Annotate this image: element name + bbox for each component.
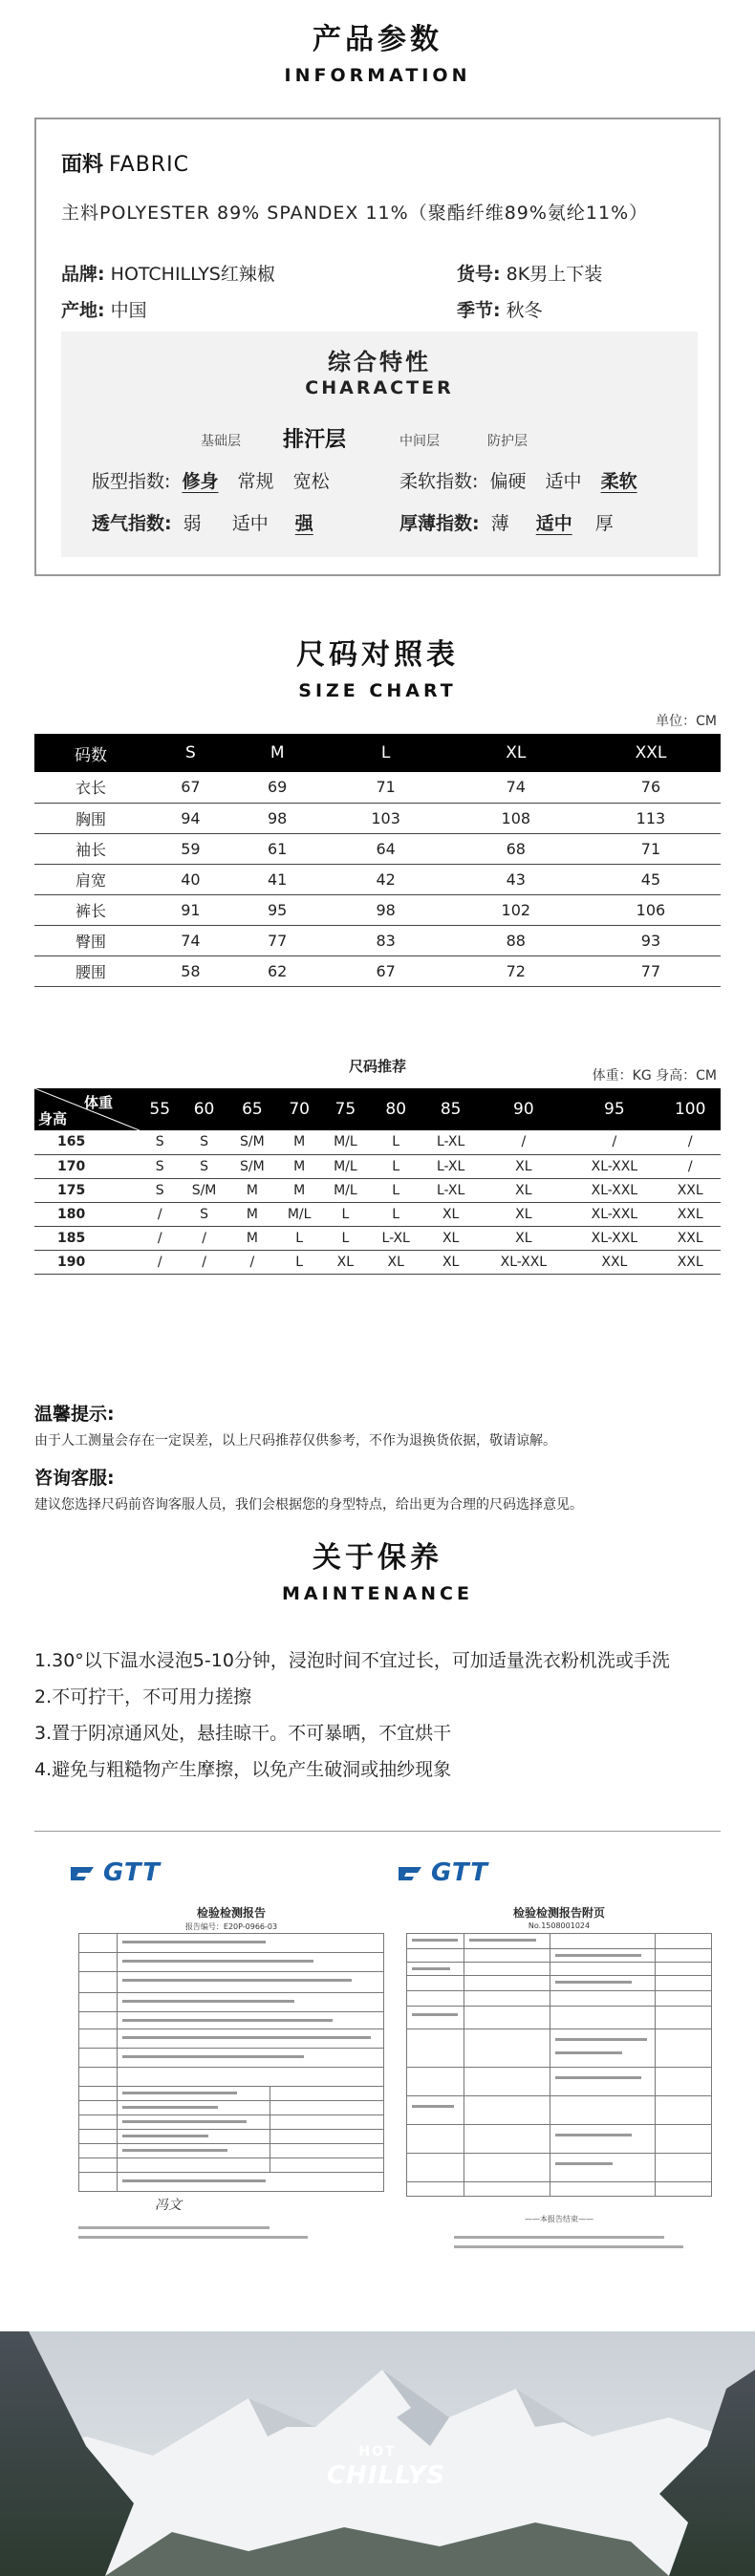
size-value: 64: [321, 833, 451, 864]
layer-base: 基础层: [201, 434, 241, 449]
height-label: 165: [34, 1130, 140, 1154]
size-value: 74: [451, 772, 581, 803]
size-chart-unit: 单位：CM: [656, 714, 717, 729]
table-row: [34, 1178, 721, 1202]
size-value: 43: [451, 864, 581, 894]
size-value: 40: [147, 864, 234, 894]
weight-header-cell: 100: [659, 1088, 721, 1130]
size-value: 98: [321, 894, 451, 925]
recommended-size: XXL: [659, 1202, 721, 1226]
table-row: [34, 1250, 721, 1274]
recommended-size: L: [368, 1154, 422, 1178]
report-document: [78, 1933, 384, 2200]
mountain-banner: [0, 2331, 755, 2576]
recommended-size: M: [276, 1130, 322, 1154]
size-value: 71: [581, 833, 721, 864]
height-label: 185: [34, 1226, 140, 1250]
size-value: 61: [234, 833, 321, 864]
table-row: [34, 894, 721, 925]
measure-label: 袖长: [34, 833, 147, 864]
recommended-size: M: [276, 1154, 322, 1178]
recommended-size: /: [140, 1250, 180, 1274]
recommended-size: L-XL: [423, 1178, 478, 1202]
recommended-size: XL-XXL: [569, 1202, 659, 1226]
height-label: 190: [34, 1250, 140, 1274]
maintenance-title: 关于保养: [313, 1541, 442, 1575]
report-signature: 冯文: [155, 2198, 182, 2213]
maintenance-item-4: 4.避免与粗糙物产生摩擦，以免产生破洞或抽纱现象: [34, 1759, 452, 1780]
size-value: 76: [581, 772, 721, 803]
recommended-size: L-XL: [368, 1226, 422, 1250]
recommended-size: S/M: [228, 1130, 276, 1154]
softness-option-soft: 柔软: [600, 471, 637, 492]
season-field: [457, 296, 543, 322]
recommended-size: S: [140, 1178, 180, 1202]
size-header-cell: S: [147, 734, 234, 772]
recommended-size: S: [180, 1202, 227, 1226]
recommended-size: L-XL: [423, 1154, 478, 1178]
size-chart-title: 尺码对照表: [296, 638, 459, 672]
thickness-rating: [399, 509, 627, 535]
size-value: 42: [321, 864, 451, 894]
recommend-title: 尺码推荐: [348, 1058, 406, 1075]
fit-option-loose: 宽松: [292, 471, 330, 492]
size-value: 68: [451, 833, 581, 864]
measure-label: 胸围: [34, 803, 147, 833]
weight-header-cell: 85: [423, 1088, 478, 1130]
recommended-size: L: [322, 1202, 368, 1226]
origin-value: 中国: [110, 300, 147, 321]
recommended-size: /: [140, 1202, 180, 1226]
softness-rating: [399, 467, 651, 493]
origin-label: 产地:: [61, 300, 105, 321]
recommended-size: M: [228, 1178, 276, 1202]
recommended-size: S/M: [180, 1178, 227, 1202]
report-appendix-title: 检验检测报告附页: [512, 1906, 605, 1920]
recommend-table: [34, 1088, 721, 1275]
size-value: 77: [581, 955, 721, 986]
recommended-size: /: [659, 1130, 721, 1154]
size-header-cell: L: [321, 734, 451, 772]
recommended-size: /: [228, 1250, 276, 1274]
recommended-size: S/M: [228, 1154, 276, 1178]
test-report-left: [69, 1858, 394, 2279]
size-value: 113: [581, 803, 721, 833]
product-info-box: [34, 118, 721, 576]
weight-header-cell: 75: [322, 1088, 368, 1130]
character-subtitle: CHARACTER: [305, 377, 454, 398]
size-value: 108: [451, 803, 581, 833]
size-value: 69: [234, 772, 321, 803]
corner-height-label: 身高: [38, 1110, 68, 1127]
fabric-label: 面料: [61, 153, 104, 177]
origin-field: [61, 296, 147, 322]
item-number-label: 货号:: [457, 264, 501, 285]
recommend-unit: 体重：KG 身高：CM: [592, 1068, 717, 1084]
height-label: 180: [34, 1202, 140, 1226]
recommended-size: /: [569, 1130, 659, 1154]
tip-text: 由于人工测量会存在一定误差，以上尺码推荐仅供参考，不作为退换货依据，敬请谅解。: [34, 1433, 556, 1449]
size-header-cell: XXL: [581, 734, 721, 772]
item-number-value: 8K男上下装: [506, 264, 603, 285]
report-title: 检验检测报告: [196, 1906, 266, 1920]
measure-label: 腰围: [34, 955, 147, 986]
test-report-right: [397, 1858, 722, 2279]
recommend-corner-cell: [34, 1088, 140, 1130]
measure-label: 衣长: [34, 772, 147, 803]
fit-option-regular: 常规: [237, 471, 274, 492]
table-row: [34, 772, 721, 803]
size-value: 93: [581, 925, 721, 955]
size-value: 58: [147, 955, 234, 986]
recommended-size: S: [140, 1154, 180, 1178]
weight-header-cell: 70: [276, 1088, 322, 1130]
size-value: 77: [234, 925, 321, 955]
fit-option-slim: 修身: [182, 471, 219, 492]
recommended-size: M/L: [276, 1202, 322, 1226]
thickness-option-thin: 薄: [490, 513, 509, 534]
gtt-mark-icon: [397, 1863, 425, 1882]
recommended-size: XL: [478, 1202, 569, 1226]
consult-heading: 咨询客服:: [34, 1468, 115, 1489]
hotchillys-logo: [327, 2444, 446, 2505]
measure-label: 臀围: [34, 925, 147, 955]
weight-header-cell: 90: [478, 1088, 569, 1130]
size-value: 91: [147, 894, 234, 925]
breathability-option-weak: 弱: [183, 513, 202, 534]
size-value: 102: [451, 894, 581, 925]
season-value: 秋冬: [506, 300, 543, 321]
report-end-note: ——本报告结束——: [525, 2215, 593, 2223]
logo-chillys: CHILLYS: [327, 2461, 446, 2490]
weight-header-cell: 55: [140, 1088, 180, 1130]
thickness-option-thick: 厚: [594, 513, 614, 534]
size-value: 88: [451, 925, 581, 955]
weight-header-cell: 65: [228, 1088, 276, 1130]
brand-value: HOTCHILLYS红辣椒: [110, 264, 275, 285]
section-divider: [34, 1831, 721, 1832]
recommended-size: M/L: [322, 1130, 368, 1154]
measure-label: 肩宽: [34, 864, 147, 894]
table-row: [34, 1154, 721, 1178]
size-chart-subtitle: SIZE CHART: [298, 680, 457, 701]
size-value: 59: [147, 833, 234, 864]
fabric-label-en: FABRIC: [109, 153, 189, 177]
recommend-header-row: [34, 1088, 721, 1130]
breathability-option-strong: 强: [294, 513, 313, 534]
recommended-size: XL: [322, 1250, 368, 1274]
table-row: [34, 925, 721, 955]
size-value: 67: [147, 772, 234, 803]
recommended-size: XL-XXL: [569, 1178, 659, 1202]
recommended-size: /: [478, 1130, 569, 1154]
brand-field: [61, 260, 275, 286]
size-value: 67: [321, 955, 451, 986]
size-value: 106: [581, 894, 721, 925]
corner-weight-label: 体重: [83, 1094, 113, 1111]
height-label: 170: [34, 1154, 140, 1178]
softness-option-medium: 适中: [545, 471, 582, 492]
recommended-size: XL-XXL: [569, 1226, 659, 1250]
maintenance-item-3: 3.置于阴凉通风处，悬挂晾干。不可暴晒，不宜烘干: [34, 1723, 452, 1744]
gtt-mark-icon: [69, 1863, 97, 1882]
size-chart-section: [0, 631, 755, 981]
recommended-size: S: [180, 1154, 227, 1178]
size-value: 74: [147, 925, 234, 955]
maintenance-item-1: 1.30°以下温水浸泡5-10分钟，浸泡时间不宜过长，可加适量洗衣粉机洗或手洗: [34, 1650, 670, 1671]
softness-label: 柔软指数:: [399, 471, 479, 492]
report-appendix-number: No.1508001024: [528, 1921, 591, 1930]
tip-heading: 温馨提示:: [34, 1404, 115, 1425]
size-header-label: 码数: [34, 734, 147, 772]
fabric-heading: [61, 148, 189, 178]
size-header-cell: XL: [451, 734, 581, 772]
fit-rating: [92, 467, 343, 493]
recommended-size: XL: [423, 1226, 478, 1250]
size-value: 71: [321, 772, 451, 803]
recommended-size: S: [180, 1130, 227, 1154]
recommended-size: XL: [423, 1250, 478, 1274]
recommended-size: L-XL: [423, 1130, 478, 1154]
report-number: 报告编号：E20P-0966-03: [184, 1922, 278, 1931]
recommended-size: /: [180, 1226, 227, 1250]
recommended-size: /: [140, 1226, 180, 1250]
measure-label: 裤长: [34, 894, 147, 925]
report-appendix-document: [406, 1933, 712, 2200]
product-subtitle: INFORMATION: [284, 65, 471, 86]
recommended-size: L: [276, 1250, 322, 1274]
recommended-size: L: [368, 1130, 422, 1154]
recommended-size: XL: [478, 1226, 569, 1250]
weight-header-cell: 60: [180, 1088, 227, 1130]
gtt-logo: GTT: [69, 1858, 161, 1887]
recommended-size: XL-XXL: [478, 1250, 569, 1274]
softness-option-hard: 偏硬: [489, 471, 527, 492]
height-label: 175: [34, 1178, 140, 1202]
item-number-field: [457, 260, 602, 286]
character-title: 综合特性: [328, 349, 431, 376]
recommended-size: XXL: [659, 1226, 721, 1250]
table-row: [34, 864, 721, 894]
size-value: 72: [451, 955, 581, 986]
recommended-size: M: [228, 1202, 276, 1226]
size-value: 94: [147, 803, 234, 833]
breathability-label: 透气指数:: [92, 513, 172, 534]
layer-sweat-active: 排汗层: [283, 428, 347, 452]
character-panel: [61, 332, 698, 557]
recommended-size: M: [276, 1178, 322, 1202]
fabric-composition: 主料POLYESTER 89% SPANDEX 11%（聚酯纤维89%氨纶11%）: [61, 203, 649, 224]
layer-middle: 中间层: [399, 434, 440, 449]
recommended-size: L: [368, 1178, 422, 1202]
recommended-size: L: [368, 1202, 422, 1226]
size-value: 41: [234, 864, 321, 894]
maintenance-subtitle: MAINTENANCE: [282, 1583, 473, 1604]
recommended-size: XL: [423, 1202, 478, 1226]
size-chart-header-row: [34, 734, 721, 772]
recommended-size: XL: [478, 1178, 569, 1202]
recommended-size: XL: [478, 1154, 569, 1178]
recommended-size: /: [180, 1250, 227, 1274]
product-title: 产品参数: [313, 23, 442, 56]
recommended-size: M: [228, 1226, 276, 1250]
size-value: 83: [321, 925, 451, 955]
recommended-size: XXL: [659, 1178, 721, 1202]
recommended-size: S: [140, 1130, 180, 1154]
size-header-cell: M: [234, 734, 321, 772]
logo-hot: HOT: [358, 2444, 397, 2459]
size-value: 95: [234, 894, 321, 925]
recommended-size: M/L: [322, 1154, 368, 1178]
weight-header-cell: 80: [368, 1088, 422, 1130]
season-label: 季节:: [457, 300, 501, 321]
table-row: [34, 955, 721, 986]
table-row: [34, 1130, 721, 1154]
weight-header-cell: 95: [569, 1088, 659, 1130]
gtt-logo-right: GTT: [397, 1858, 488, 1887]
recommended-size: /: [659, 1154, 721, 1178]
table-row: [34, 1202, 721, 1226]
recommended-size: M/L: [322, 1178, 368, 1202]
table-row: [34, 833, 721, 864]
thickness-label: 厚薄指数:: [399, 513, 480, 534]
recommended-size: XXL: [659, 1250, 721, 1274]
table-row: [34, 1226, 721, 1250]
brand-label: 品牌:: [61, 264, 105, 285]
size-value: 62: [234, 955, 321, 986]
thickness-option-medium: 适中: [535, 513, 572, 534]
product-info-section: [0, 15, 755, 534]
size-value: 45: [581, 864, 721, 894]
breathability-rating: [92, 509, 327, 535]
recommended-size: L: [276, 1226, 322, 1250]
size-value: 103: [321, 803, 451, 833]
layer-protect: 防护层: [487, 434, 528, 449]
table-row: [34, 803, 721, 833]
consult-text: 建议您选择尺码前咨询客服人员，我们会根据您的身型特点，给出更为合理的尺码选择意见。: [34, 1497, 583, 1513]
maintenance-item-2: 2.不可拧干，不可用力搓擦: [34, 1686, 252, 1707]
maintenance-section: [0, 1534, 755, 1780]
recommended-size: L: [322, 1226, 368, 1250]
recommended-size: XXL: [569, 1250, 659, 1274]
recommended-size: XL: [368, 1250, 422, 1274]
size-value: 98: [234, 803, 321, 833]
breathability-option-medium: 适中: [231, 513, 269, 534]
size-chart-table: [34, 734, 721, 987]
recommended-size: XL-XXL: [569, 1154, 659, 1178]
fit-label: 版型指数:: [92, 471, 171, 492]
